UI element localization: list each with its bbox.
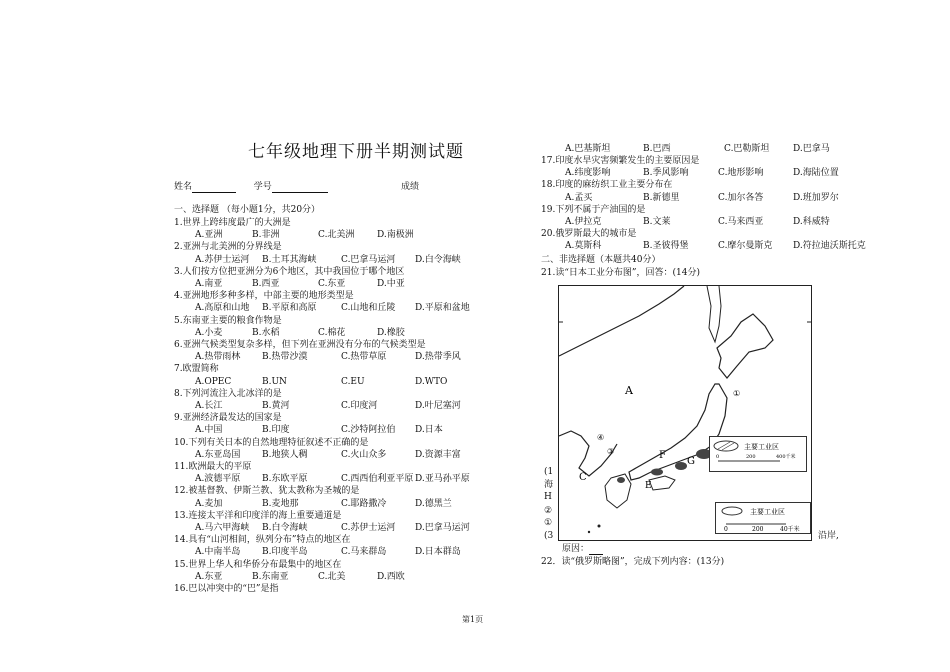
map-circle-label: ④ — [597, 433, 605, 442]
question-11: 11.欧洲最大的平原 — [174, 462, 252, 472]
option-b[interactable]: B.圣彼得堡 — [643, 241, 689, 252]
shikoku-island — [649, 476, 675, 490]
option-c[interactable]: C.地形影响 — [718, 168, 764, 179]
option-a[interactable]: A.麦加 — [195, 498, 223, 509]
question-16: 16.巴以冲突中的“巴”是指 — [174, 584, 279, 594]
option-c[interactable]: C.耶路撒冷 — [341, 498, 387, 509]
map-label-G: G — [687, 456, 695, 467]
q16-option: D.巴拿马 — [793, 144, 830, 154]
option-b[interactable]: B.季风影响 — [643, 168, 689, 179]
option-a[interactable]: A.东亚 — [195, 571, 223, 582]
question-22: 22．读“俄罗斯略图”，完成下列内容：(13分) — [541, 557, 725, 567]
option-c[interactable]: C.苏伊士运河 — [341, 523, 396, 533]
map-circle-label: ① — [733, 389, 741, 398]
question-3: 3.人们按方位把亚洲分为6个地区，其中我国位于哪个地区 — [174, 266, 405, 277]
option-b[interactable]: B.土耳其海峡 — [262, 254, 317, 265]
option-a[interactable]: A.中国 — [195, 425, 223, 436]
option-d[interactable]: D.南极洲 — [377, 230, 414, 241]
option-b[interactable]: B.文莱 — [643, 217, 671, 227]
option-d[interactable]: D.亚马孙平原 — [415, 474, 470, 485]
option-a[interactable]: A.伊拉克 — [565, 217, 602, 227]
question-10: 10.下列有关日本的自然地理特征叙述不正确的是 — [174, 437, 369, 448]
legend-svg — [710, 437, 806, 471]
industrial-zone — [675, 462, 687, 470]
option-a[interactable]: A.莫斯科 — [565, 241, 602, 252]
partial-text: 海 — [544, 480, 554, 490]
question-9: 9.亚洲经济最发达的国家是 — [174, 413, 282, 424]
q16-option: B.巴西 — [643, 144, 671, 154]
option-c[interactable]: C.西西伯利亚平原 — [341, 474, 414, 485]
q16-option: C.巴勒斯坦 — [724, 144, 770, 154]
page-title: 七年级地理下册半期测试题 — [248, 142, 464, 162]
option-d[interactable]: D.热带季风 — [415, 352, 461, 363]
industrial-zone — [617, 477, 625, 483]
number-field[interactable] — [272, 182, 328, 193]
question-19: 19.下列不属于产油国的是 — [541, 204, 646, 215]
option-b[interactable]: B.地狭人稠 — [262, 449, 308, 460]
question-6: 6.亚洲气候类型复杂多样，但下列在亚洲没有分布的气候类型是 — [174, 340, 426, 350]
question-13: 13.连接太平洋和印度洋的海上重要通道是 — [174, 510, 342, 521]
partial-text: H — [544, 492, 552, 502]
svg-text:200: 200 — [752, 526, 764, 533]
option-c[interactable]: C.加尔各答 — [718, 192, 764, 203]
option-a[interactable]: A.马六甲海峡 — [195, 523, 250, 533]
legend-swatch — [714, 441, 738, 451]
option-c[interactable]: C.EU — [341, 376, 365, 387]
option-a[interactable]: A.纬度影响 — [565, 168, 611, 179]
option-b[interactable]: B.黄河 — [262, 401, 290, 411]
option-c[interactable]: C.沙特阿拉伯 — [341, 425, 396, 436]
name-field[interactable] — [192, 182, 236, 193]
page-number: 第1页 — [462, 615, 484, 624]
option-a[interactable]: A.中南半岛 — [195, 547, 241, 558]
option-d[interactable]: D.日本群岛 — [415, 547, 461, 558]
option-c[interactable]: C.山地和丘陵 — [341, 303, 396, 314]
option-d[interactable]: D.班加罗尔 — [793, 192, 839, 203]
mainland-coast — [559, 286, 684, 356]
option-a[interactable]: A.南亚 — [195, 279, 223, 289]
partial-text: (1 — [544, 467, 554, 477]
reason-label: 原因： — [562, 544, 590, 554]
section-heading: 一、选择题 （每小题1分，共20分） — [174, 205, 321, 215]
option-a[interactable]: A.东亚岛国 — [195, 449, 241, 460]
option-d[interactable]: D.WTO — [415, 376, 448, 387]
question-8: 8.下列河流注入北冰洋的是 — [174, 388, 282, 399]
partial-text: (3 — [544, 531, 554, 541]
option-b[interactable]: B.白令海峡 — [262, 523, 308, 533]
partial-text-right: 沿岸, — [818, 531, 839, 541]
option-c[interactable]: C.热带草原 — [341, 352, 387, 363]
option-b[interactable]: B.平原和高原 — [262, 303, 317, 314]
option-b[interactable]: B.印度 — [262, 425, 290, 436]
option-d[interactable]: D.符拉迪沃斯托克 — [793, 241, 866, 252]
option-a[interactable]: A.长江 — [195, 401, 223, 411]
svg-text:400千米: 400千米 — [776, 454, 796, 460]
question-2: 2.亚洲与北美洲的分界线是 — [174, 242, 282, 253]
name-row — [174, 181, 328, 193]
japan-industry-map — [558, 285, 812, 541]
option-b[interactable]: B.东欧平原 — [262, 474, 308, 485]
option-c[interactable]: C.摩尔曼斯克 — [718, 241, 773, 252]
option-a[interactable]: A.波德平原 — [195, 474, 241, 485]
question-4: 4.亚洲地形多种多样，中部主要的地形类型是 — [174, 291, 354, 302]
svg-text:0: 0 — [724, 526, 728, 533]
option-a[interactable]: A.苏伊士运河 — [195, 254, 250, 265]
question-15: 15.世界上华人和华侨分布最集中的地区在 — [174, 559, 342, 570]
option-d[interactable]: D.海陆位置 — [793, 168, 839, 179]
option-d[interactable]: D.德黑兰 — [415, 498, 452, 509]
island-dot — [598, 525, 601, 528]
option-b[interactable]: B.西亚 — [252, 279, 280, 289]
map-legend-upper — [709, 436, 807, 472]
reason-blank[interactable] — [589, 545, 603, 555]
svg-text:200: 200 — [746, 454, 756, 460]
svg-text:0: 0 — [716, 454, 720, 460]
name-label: 姓名 — [174, 182, 193, 192]
option-d[interactable]: D.巴拿马运河 — [415, 523, 470, 533]
option-b[interactable]: B.热带沙漠 — [262, 352, 308, 363]
question-12: 12.被基督教、伊斯兰教、犹太教称为圣城的是 — [174, 486, 360, 497]
option-b[interactable]: B.印度半岛 — [262, 547, 308, 558]
map-label-F: F — [659, 450, 666, 461]
map-label-E: E — [645, 481, 652, 491]
legend-swatch — [722, 507, 742, 515]
option-a[interactable]: A.亚洲 — [195, 230, 223, 241]
option-d[interactable]: D.中亚 — [377, 279, 405, 289]
legend-title: 主要工业区 — [750, 508, 785, 516]
question-14: 14.具有“山河相间，纵列分布”特点的地区在 — [174, 535, 351, 546]
svg-text:40千米: 40千米 — [780, 526, 800, 533]
question-7: 7.欧盟简称 — [174, 364, 219, 375]
option-c[interactable]: C.东亚 — [318, 279, 346, 289]
option-a[interactable]: A.小麦 — [195, 327, 223, 338]
question-5: 5.东南亚主要的粮食作物是 — [174, 315, 282, 326]
option-b[interactable]: B.UN — [262, 376, 287, 387]
option-b[interactable]: B.非洲 — [252, 230, 280, 241]
legend-svg — [716, 503, 810, 533]
hokkaido-island — [717, 314, 773, 378]
option-d[interactable]: D.日本 — [415, 425, 443, 436]
question-21: 21.读“日本工业分布图”，回答：(14分) — [541, 268, 700, 278]
option-d[interactable]: D.橡胶 — [377, 327, 405, 338]
map-label-A: A — [625, 384, 633, 397]
map-legend-lower — [715, 502, 811, 534]
option-c[interactable]: C.棉花 — [318, 327, 346, 338]
question-20: 20.俄罗斯最大的城市是 — [541, 229, 637, 240]
legend-title: 主要工业区 — [744, 443, 779, 451]
partial-text: ② — [544, 506, 553, 516]
score-label: 成绩 — [401, 182, 420, 192]
option-a[interactable]: A.高原和山地 — [195, 303, 250, 314]
map-circle-label: ③ — [607, 447, 615, 456]
option-a[interactable]: A.热带雨林 — [195, 352, 241, 363]
industrial-zone — [651, 469, 663, 476]
question-1: 1.世界上跨纬度最广的大洲是 — [174, 218, 291, 228]
option-a[interactable]: A.孟买 — [565, 192, 593, 203]
partial-text: ① — [544, 518, 553, 528]
island-dot — [588, 531, 590, 533]
option-d[interactable]: D.资源丰富 — [415, 449, 461, 460]
option-b[interactable]: B.水稻 — [252, 327, 280, 338]
question-18: 18.印度的麻纺织工业主要分布在 — [541, 180, 673, 191]
option-c[interactable]: C.火山众多 — [341, 449, 387, 460]
option-c[interactable]: C.马来群岛 — [341, 547, 387, 558]
map-label-C: C — [579, 472, 587, 483]
option-d[interactable]: D.科威特 — [793, 217, 830, 227]
option-c[interactable]: C.巴拿马运河 — [341, 254, 396, 265]
option-b[interactable]: B.东南亚 — [252, 571, 289, 582]
option-d[interactable]: D.西欧 — [377, 571, 405, 582]
q16-option: A.巴基斯坦 — [565, 144, 611, 154]
question-17: 17.印度水旱灾害频繁发生的主要原因是 — [541, 156, 700, 166]
option-c[interactable]: C.印度河 — [341, 401, 378, 411]
section2-heading: 二、非选择题（本题共40分） — [541, 255, 661, 265]
option-d[interactable]: D.白令海峡 — [415, 254, 461, 265]
number-label: 学号 — [253, 182, 272, 192]
option-b[interactable]: B.新德里 — [643, 192, 680, 203]
option-d[interactable]: D.叶尼塞河 — [415, 401, 461, 411]
option-d[interactable]: D.平原和盆地 — [415, 303, 470, 314]
option-c[interactable]: C.北美洲 — [318, 230, 355, 241]
option-c[interactable]: C.北美 — [318, 571, 346, 582]
sakhalin-island — [707, 286, 721, 342]
option-b[interactable]: B.麦地那 — [262, 498, 299, 509]
option-c[interactable]: C.马来西亚 — [718, 217, 764, 227]
option-a[interactable]: A.OPEC — [195, 376, 232, 387]
reason-row — [562, 543, 603, 555]
